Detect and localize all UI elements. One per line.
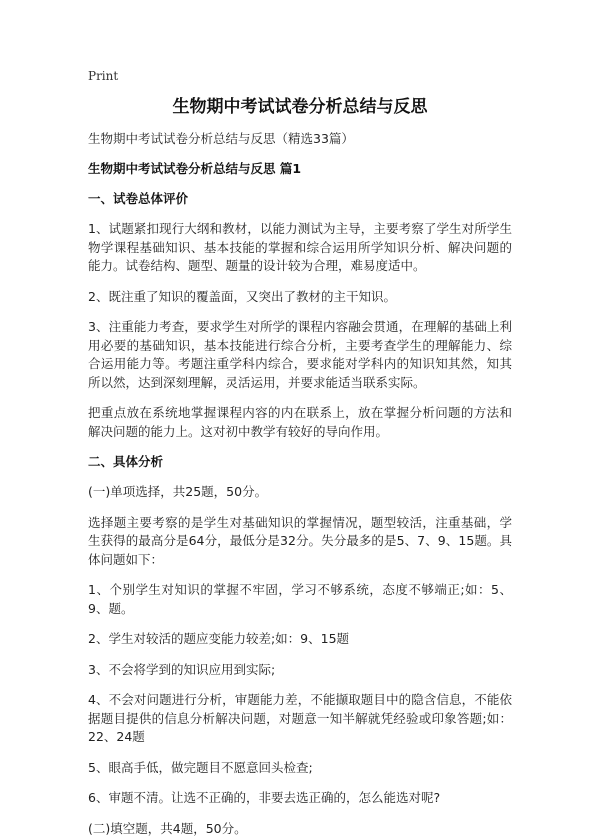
article-heading: 生物期中考试试卷分析总结与反思 篇1 — [88, 160, 512, 178]
document-subtitle: 生物期中考试试卷分析总结与反思（精选33篇） — [88, 130, 512, 148]
paragraph: 3、不会将学到的知识应用到实际; — [88, 661, 512, 680]
section-heading-overall: 一、试卷总体评价 — [88, 190, 512, 208]
paragraph: 5、眼高手低，做完题目不愿意回头检查; — [88, 759, 512, 778]
section-heading-analysis: 二、具体分析 — [88, 453, 512, 471]
paragraph: 3、注重能力考查，要求学生对所学的课程内容融会贯通，在理解的基础上利用必要的基础知识，基本技能进行综合分析，主要考查学生的理解能力、综合运用能力等。考题注重学科内综合，要求能对学科内的知识知其然，知其所以然，达到深刻理解，灵活运用，并要求能适当联系实际。 — [88, 318, 512, 392]
print-link[interactable]: Print — [88, 68, 512, 84]
paragraph: 选择题主要考察的是学生对基础知识的掌握情况，题型较活，注重基础，学生获得的最高分是64分，最低分是32分。失分最多的是5、7、9、15题。具体问题如下： — [88, 514, 512, 570]
paragraph: 1、试题紧扣现行大纲和教材，以能力测试为主导，主要考察了学生对所学生物学课程基础知识、基本技能的掌握和综合运用所学知识分析、解决问题的能力。试卷结构、题型、题量的设计较为合理，难易度适中。 — [88, 220, 512, 276]
paragraph: 6、审题不清。让选不正确的，非要去选正确的，怎么能选对呢? — [88, 789, 512, 808]
paragraph: 2、学生对较活的题应变能力较差;如：9、15题 — [88, 630, 512, 649]
paragraph: 4、不会对问题进行分析，审题能力差，不能撷取题目中的隐含信息，不能依据题目提供的信息分析解决问题，对题意一知半解就凭经验或印象答题;如：22、24题 — [88, 691, 512, 747]
page-title: 生物期中考试试卷分析总结与反思 — [88, 94, 512, 120]
paragraph: 2、既注重了知识的覆盖面，又突出了教材的主干知识。 — [88, 288, 512, 307]
paragraph: 1、个别学生对知识的掌握不牢固，学习不够系统，态度不够端正;如：5、9、题。 — [88, 581, 512, 618]
paragraph: (二)填空题，共4题，50分。 — [88, 820, 512, 838]
paragraph: (一)单项选择，共25题，50分。 — [88, 483, 512, 502]
paragraph: 把重点放在系统地掌握课程内容的内在联系上，放在掌握分析问题的方法和解决问题的能力上。这对初中教学有较好的导向作用。 — [88, 404, 512, 441]
